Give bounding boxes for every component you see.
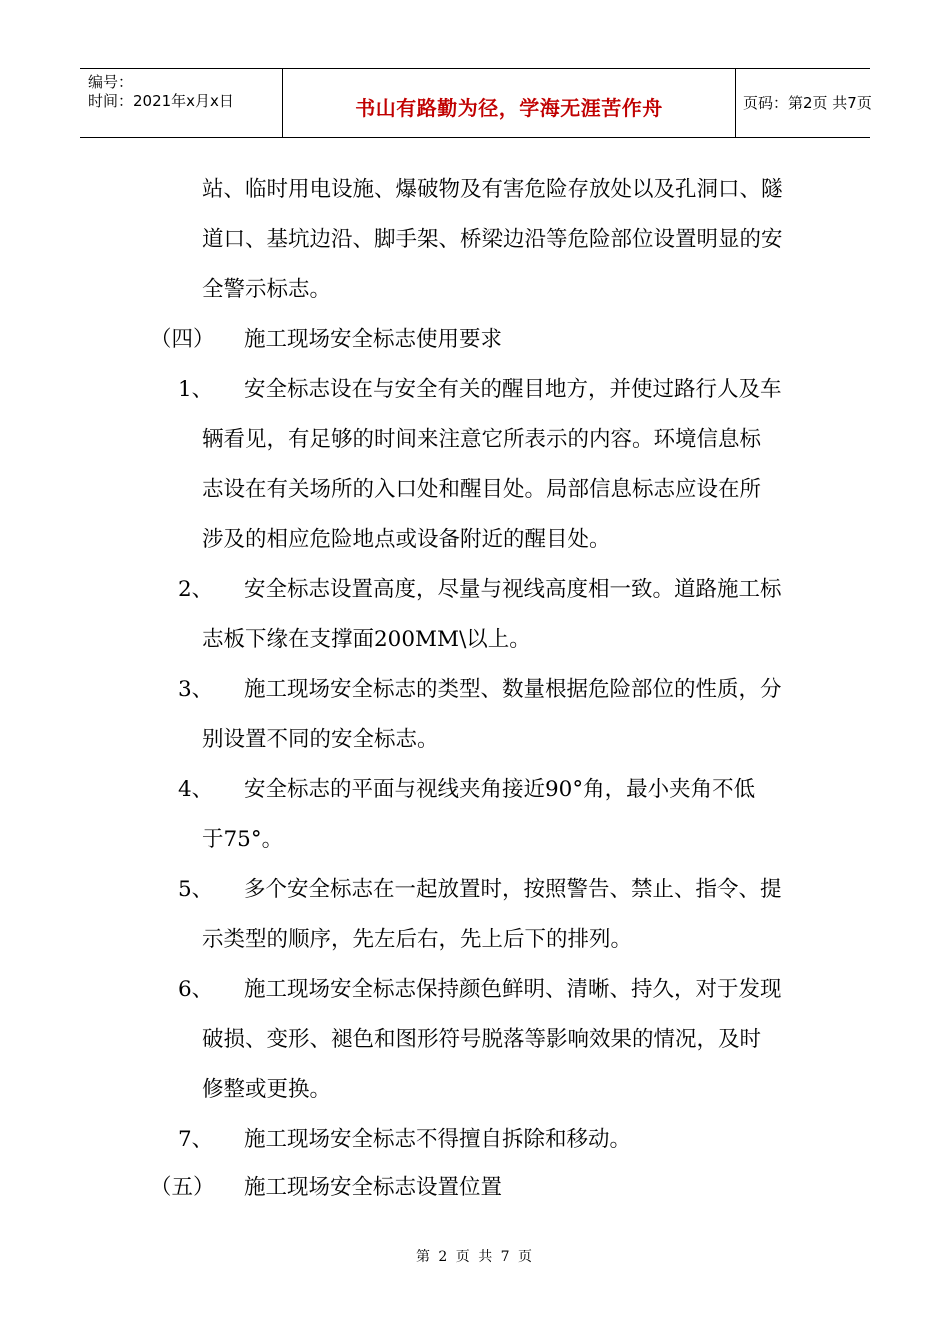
section-title: 施工现场安全标志使用要求 [244, 327, 503, 352]
list-item-number: 3、 [178, 677, 214, 702]
section-title: 施工现场安全标志设置位置 [244, 1175, 503, 1200]
list-item-line: 安全标志设在与安全有关的醒目地方，并使过路行人及车 [244, 377, 782, 402]
header-page-cell [735, 69, 870, 137]
header-id-label: 编号： [88, 73, 134, 91]
body-line: 全警示标志。 [202, 277, 332, 302]
list-item-number: 4、 [178, 777, 214, 802]
list-item-number: 2、 [178, 577, 214, 602]
document-header [80, 68, 870, 138]
list-item-line: 施工现场安全标志保持颜色鲜明、清晰、持久，对于发现 [244, 977, 782, 1002]
list-item-line: 辆看见，有足够的时间来注意它所表示的内容。环境信息标 [202, 427, 762, 452]
list-item-line: 涉及的相应危险地点或设备附近的醒目处。 [202, 527, 611, 552]
list-item-line: 破损、变形、褪色和图形符号脱落等影响效果的情况，及时 [202, 1027, 762, 1052]
list-item-number: 5、 [178, 877, 214, 902]
body-line: 道口、基坑边沿、脚手架、桥梁边沿等危险部位设置明显的安 [202, 227, 783, 252]
list-item-line: 施工现场安全标志不得擅自拆除和移动。 [244, 1127, 632, 1152]
list-item-line: 志设在有关场所的入口处和醒目处。局部信息标志应设在所 [202, 477, 762, 502]
list-item-line: 施工现场安全标志的类型、数量根据危险部位的性质，分 [244, 677, 782, 702]
header-page-info: 页码：第2页 共7页 [743, 94, 872, 112]
list-item-line: 志板下缘在支撑面200MM\以上。 [202, 627, 531, 652]
list-item-number: 6、 [178, 977, 214, 1002]
list-item-line: 安全标志的平面与视线夹角接近90°角，最小夹角不低 [244, 777, 756, 802]
section-number: （四） [150, 327, 215, 352]
section-number: （五） [150, 1175, 215, 1200]
list-item-number: 1、 [178, 377, 214, 402]
header-motto: 书山有路勤为径，学海无涯苦作舟 [355, 96, 663, 120]
body-line: 站、临时用电设施、爆破物及有害危险存放处以及孔洞口、隧 [202, 177, 783, 202]
list-item-line: 多个安全标志在一起放置时，按照警告、禁止、指令、提 [244, 877, 782, 902]
header-meta-cell [80, 69, 282, 137]
page-footer: 第 2 页 共 7 页 [415, 1249, 535, 1265]
list-item-number: 7、 [178, 1127, 214, 1152]
list-item-line: 别设置不同的安全标志。 [202, 727, 439, 752]
header-time-label: 时间：2021年x月x日 [88, 92, 234, 110]
list-item-line: 示类型的顺序，先左后右，先上后下的排列。 [202, 927, 633, 952]
list-item-line: 修整或更换。 [202, 1077, 332, 1102]
list-item-line: 安全标志设置高度，尽量与视线高度相一致。道路施工标 [244, 577, 782, 602]
header-motto-cell [282, 69, 736, 137]
list-item-line: 于75°。 [202, 827, 284, 852]
